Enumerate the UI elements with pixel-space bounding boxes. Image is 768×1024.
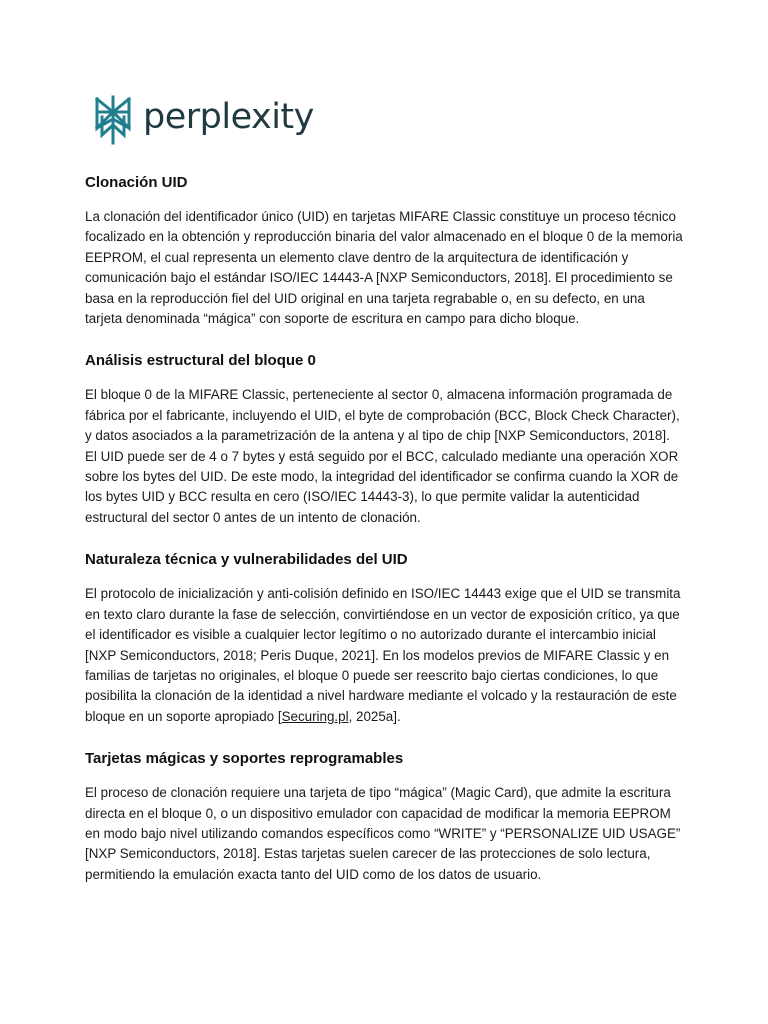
- section-paragraph: La clonación del identificador único (UID) en tarjetas MIFARE Classic constituye un proceso técnico focalizado en la obtención y reproducción binaria del valor almacenado en el bloque 0 de la memoria EEPROM, el cual representa un elemento clave dentro de la arquitectura de identificación y comunicación bajo el estándar ISO/IEC 14443-A [NXP Semiconductors, 2018]. El procedimiento se basa en la reproducción fiel del UID original en una tarjeta regrabable o, en su defecto, en una tarjeta denominada “mágica” con soporte de escritura en campo para dicho bloque.: [85, 209, 683, 327]
- paragraph-text: El protocolo de inicialización y anti-colisión definido en ISO/IEC 14443 exige que el UID se transmita en texto claro durante la fase de selección, convirtiéndose en un vector de exposición crítico, ya que el identificador es visible a cualquier lector legítimo o no autorizado durante el intercambio inicial [NXP Semiconductors, 2018; Peris Duque, 2021]. En los modelos previos de MIFARE Classic y en familias de tarjetas no originales, el bloque 0 puede ser reescrito bajo ciertas condiciones, lo que posibilita la clonación de la identidad a nivel hardware mediante el volcado y la restauración de este bloque en un soporte apropiado [: [85, 586, 681, 724]
- section-tarjetas-magicas: [85, 748, 685, 885]
- section-paragraph: [85, 584, 685, 727]
- section-naturaleza-tecnica: [85, 549, 685, 727]
- perplexity-logo: [93, 94, 314, 146]
- section-paragraph: El proceso de clonación requiere una tarjeta de tipo “mágica” (Magic Card), que admite la escritura directa en el bloque 0, o un dispositivo emulador con capacidad de modificar la memoria EEPROM en modo bajo nivel utilizando comandos específicos como “WRITE” y “PERSONALIZE UID USAGE” [NXP Semiconductors, 2018]. Estas tarjetas suelen carecer de las protecciones de solo lectura, permitiendo la emulación exacta tanto del UID como de los datos de usuario.: [85, 785, 681, 882]
- perplexity-wordmark: perplexity: [143, 96, 314, 137]
- section-clonacion-uid: [85, 172, 685, 329]
- securing-pl-link[interactable]: Securing.pl: [281, 708, 349, 724]
- section-paragraph: El bloque 0 de la MIFARE Classic, perteneciente al sector 0, almacena información programada de fábrica por el fabricante, incluyendo el UID, el byte de comprobación (BCC, Block Check Character), y datos asociados a la parametrización de la antena y al tipo de chip [NXP Semiconductors, 2018]. El UID puede ser de 4 o 7 bytes y está seguido por el BCC, calculado mediante una operación XOR sobre los bytes del UID. De este modo, la integridad del identificador se confirma cuando la XOR de los bytes UID y BCC resulta en cero (ISO/IEC 14443-3), lo que permite validar la autenticidad estructural del sector 0 antes de un intento de clonación.: [85, 387, 680, 525]
- section-title: Tarjetas mágicas y soportes reprogramables: [85, 750, 404, 768]
- section-title: Naturaleza técnica y vulnerabilidades del UID: [85, 551, 408, 569]
- section-title: Análisis estructural del bloque 0: [85, 352, 316, 370]
- document-body: [85, 172, 685, 906]
- section-analisis-bloque-0: [85, 350, 685, 528]
- paragraph-text-end: , 2025a].: [348, 708, 401, 724]
- section-title: Clonación UID: [85, 174, 188, 191]
- perplexity-logo-icon: [93, 95, 133, 145]
